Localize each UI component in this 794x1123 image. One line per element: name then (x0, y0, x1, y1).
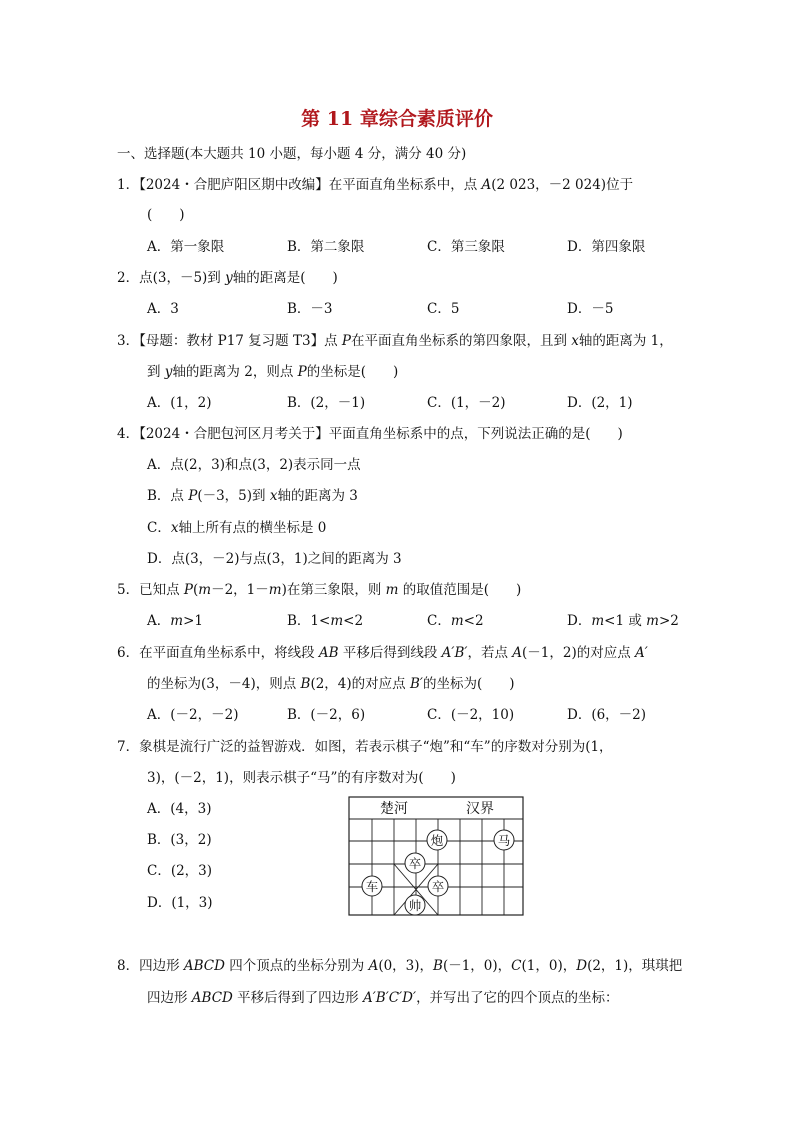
option-c[interactable]: C．(2，3) (147, 863, 213, 879)
option-c[interactable]: C．x轴上所有点的横坐标是 0 (147, 520, 327, 536)
option-d[interactable]: D．(2，1) (567, 395, 633, 411)
question-5-stem: 5．已知点 P(m－2，1－m)在第三象限，则 m 的取值范围是( ) (117, 582, 522, 598)
option-b[interactable]: B．(－2，6) (287, 707, 366, 723)
river-label-left: 楚河 (380, 801, 408, 817)
question-3-stem-cont: 到 y轴的距离为 2，则点 P的坐标是( ) (147, 364, 399, 380)
option-a[interactable]: A．(－2，－2) (147, 707, 239, 723)
piece-ma (494, 830, 514, 850)
option-c[interactable]: C．m<2 (427, 613, 484, 629)
option-d[interactable]: D．－5 (567, 301, 614, 317)
svg-text:卒: 卒 (408, 856, 422, 871)
option-c[interactable]: C．(1，－2) (427, 395, 506, 411)
option-a[interactable]: A．m>1 (147, 613, 203, 629)
board-border (349, 797, 523, 915)
question-6-stem: 6．在平面直角坐标系中，将线段 AB 平移后得到线段 A′B′，若点 A(－1，2)的对应点 A′ (117, 645, 648, 661)
question-3-options (147, 393, 707, 413)
question-7-stem: 7．象棋是流行广泛的益智游戏．如图，若表示棋子“炮”和“车”的序数对分别为(1， (117, 739, 613, 755)
option-a[interactable]: A．(1，2) (147, 395, 212, 411)
chess-board-figure (348, 796, 524, 916)
question-5-options (147, 611, 707, 631)
option-a[interactable]: A．3 (147, 301, 179, 317)
option-b[interactable]: B．1<m<2 (287, 613, 364, 629)
svg-text:马: 马 (497, 833, 511, 848)
option-b[interactable]: B．(3，2) (147, 832, 212, 848)
option-c[interactable]: C．(－2，10) (427, 707, 515, 723)
option-b[interactable]: B．－3 (287, 301, 333, 317)
question-1-options (147, 237, 707, 257)
question-8-stem-cont: 四边形 ABCD 平移后得到了四边形 A′B′C′D′，并写出了它的四个顶点的坐标： (147, 990, 619, 1006)
option-d[interactable]: D．第四象限 (567, 239, 646, 255)
section-heading: 一、选择题(本大题共 10 小题，每小题 4 分，满分 40 分) (117, 146, 467, 162)
option-c[interactable]: C．第三象限 (427, 239, 505, 255)
option-b[interactable]: B．点 P(－3，5)到 x轴的距离为 3 (147, 488, 358, 504)
question-1-stem: 1．【2024・合肥庐阳区期中改编】在平面直角坐标系中，点 A(2 023，－2 024)位于 (117, 177, 634, 193)
question-6-stem-cont: 的坐标为(3，－4)，则点 B(2，4)的对应点 B′的坐标为( ) (147, 676, 515, 692)
svg-text:帅: 帅 (408, 898, 422, 913)
question-2-options (147, 299, 707, 319)
question-2-stem: 2．点(3，－5)到 y轴的距离是( ) (117, 270, 338, 286)
piece-pao (427, 830, 447, 850)
option-a[interactable]: A．点(2，3)和点(3，2)表示同一点 (147, 457, 361, 473)
option-c[interactable]: C．5 (427, 301, 460, 317)
option-b[interactable]: B．(2，－1) (287, 395, 366, 411)
question-1-bracket: ( ) (147, 207, 185, 223)
piece-shuai (405, 895, 425, 915)
option-a[interactable]: A．(4，3) (147, 801, 212, 817)
option-d[interactable]: D．m<1 或 m>2 (567, 613, 679, 629)
question-8-stem: 8．四边形 ABCD 四个顶点的坐标分别为 A(0，3)，B(－1，0)，C(1，0)，D(2，1)，琪琪把 (117, 958, 683, 974)
option-d[interactable]: D．(6，－2) (567, 707, 647, 723)
question-6-options (147, 705, 707, 725)
piece-che (362, 876, 382, 896)
question-4-stem: 4．【2024・合肥包河区月考关于】平面直角坐标系中的点，下列说法正确的是( ) (117, 426, 623, 442)
option-a[interactable]: A．第一象限 (147, 239, 225, 255)
question-7-stem-cont: 3)，(－2，1)，则表示棋子“马”的有序数对为( ) (147, 770, 456, 786)
question-3-stem: 3．【母题：教材 P17 复习题 T3】点 P在平面直角坐标系的第四象限，且到 x轴的距离为 1， (117, 333, 673, 349)
river-label-right: 汉界 (466, 801, 494, 817)
option-d[interactable]: D．点(3，－2)与点(3，1)之间的距离为 3 (147, 551, 402, 567)
option-b[interactable]: B．第二象限 (287, 239, 365, 255)
option-d[interactable]: D．(1，3) (147, 895, 213, 911)
piece-zu-2 (428, 876, 448, 896)
svg-text:车: 车 (365, 879, 379, 894)
piece-zu-1 (405, 853, 425, 873)
svg-text:炮: 炮 (430, 833, 444, 848)
svg-text:卒: 卒 (431, 879, 445, 894)
page-title: 第 11 章综合素质评价 (301, 108, 493, 130)
